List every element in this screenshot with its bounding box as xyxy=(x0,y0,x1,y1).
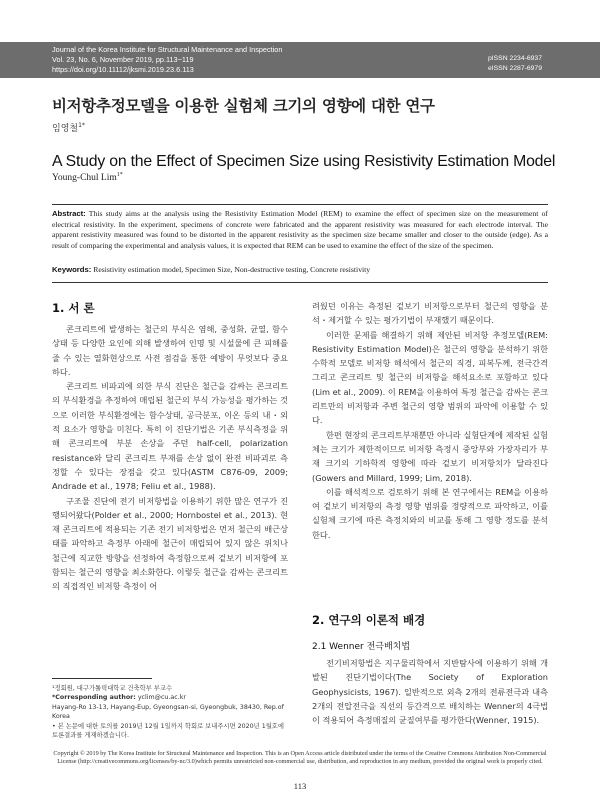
english-author xyxy=(52,173,123,183)
issn-info xyxy=(488,54,542,74)
paragraph: 구조물 진단에 전기 비저항법을 이용하기 위한 많은 연구가 진행되어왔다(Polder et al., 2000; Hornbostel et al., 2013). 현재 콘크리트에 적용되는 기존 전기 비저항법은 먼저 철근의 배근상태를 파악하고 측정부 아래에 철근이 매립되어 있지 않은 위치나 철근에 직교한 방향을 선정하여 측정함으로써 겉보기 비저항에 포함되는 철근의 영향을 최소화한다. 이렇듯 철근을 감싸는 콘크리트의 직접적인 비저항 측정이 어 xyxy=(52,495,288,592)
paragraph: 전기비저항법은 지구물리학에서 지반탐사에 이용하기 위해 개발된 진단기법이다(The Society of Exploration Geophysicists, 1967). 일반적으로 외측 2개의 전류전극과 내측 2개의 전압전극을 직선의 등간격으로 배치하는 Wenner의 4극법이 적용되어 측정매질의 균질여부를 평가한다(Wenner, 1915). xyxy=(312,658,548,726)
korean-author-mark: 1* xyxy=(78,122,85,129)
footnote-corresponding xyxy=(52,693,288,702)
paragraph: 콘크리트 비파괴에 의한 부식 진단은 철근을 감싸는 콘크리트의 부식환경을 추정하여 매립된 철근의 부식 가능성을 평가하는 것으로 이러한 부식환경에는 함수상태, 공극분포, 이온 등의 내・외적 요소가 영향을 미친다. 특히 이 진단기법은 기존 부식측정을 위해 콘크리트에 부분 손상을 주던 half-cell, polarization resistance와 달리 콘크리트 부재를 손상 없이 완전 비파괴로 측정할 수 있다는 장점을 갖고 있다(ASTM C876-09, 2009; Andrade et al., 1978; Feliu et al., 1988). xyxy=(52,381,288,492)
footnote xyxy=(52,684,288,740)
keywords xyxy=(52,265,548,274)
english-title: A Study on the Effect of Specimen Size using Resistivity Estimation Model xyxy=(52,153,556,170)
subsection-2-1-heading: 2.1 Wenner 전극배치법 xyxy=(312,642,411,652)
pissn: pISSN 2234-6937 xyxy=(487,55,542,62)
section-2-heading: 2. 연구의 이론적 배경 xyxy=(312,613,426,627)
english-author-name: Young-Chul Lim xyxy=(52,173,117,183)
footnote-address: Hayang-Ro 13-13, Hayang-Eup, Gyeongsan-si, Gyeongbuk, 38430, Rep.of Korea xyxy=(52,703,284,721)
page-number: 113 xyxy=(293,781,307,791)
left-column xyxy=(52,322,288,594)
journal-name: Journal of the Korea Institute for Structural Maintenance and Inspection xyxy=(52,45,283,54)
footnote-note: • 본 논문에 대한 토의를 2019년 12월 1일까지 학회로 보내주시면 2020년 1월호에 토론결과를 게재하겠습니다. xyxy=(52,722,284,740)
paragraph: 이러한 문제를 해결하기 위해 제안된 비저항 추정모델(REM: Resistivity Estimation Model)은 철근의 영향을 분석하기 위한 수학적 모델로 비저항 해석에서 철근의 직경, 피복두께, 전극간격 그리고 콘크리트 및 철근의 비저항을 해석요소로 포함하고 있다(Lim et al., 2009). 이 REM을 이용하여 특정 철근을 감싸는 콘크리트만의 비저항과 주변 철근의 영향 범위의 파악에 이용할 수 있다. xyxy=(312,329,548,426)
abstract-label: Abstract: xyxy=(52,209,86,218)
abstract-bottom-rule xyxy=(52,282,548,283)
keywords-text: Resistivity estimation model, Specimen Size, Non-destructive testing, Concrete resistivity xyxy=(93,265,371,274)
right-column-bottom xyxy=(312,656,548,727)
journal-info xyxy=(52,45,282,75)
eissn: eISSN 2287-6979 xyxy=(487,65,542,72)
korean-title: 비저항추정모델을 이용한 실험체 크기의 영향에 대한 연구 xyxy=(52,97,435,115)
journal-volume: Vol. 23, No. 6, November 2019, pp.113~119 xyxy=(52,55,194,64)
korean-author xyxy=(52,121,85,134)
paragraph: 콘크리트에 발생하는 철근의 부식은 염해, 중성화, 균열, 함수상태 등 다양한 요인에 의해 발생하여 인명 및 시설물에 큰 피해를 줄 수 있는 열화현상으로 사전 점검을 통한 예방이 무엇보다 중요하다. xyxy=(52,324,288,377)
copyright-notice: Copyright © 2019 by The Korea Institute for Structural Maintenance and Inspection. This is an Open Access article distributed under the terms of the Creative Commons Attribution Non-Commercial License (http://creativecommons.org/licenses/by-nc/3.0)which permits unrestricted non-commercial use, distribution, and reproduction in any medium, provided the original work is properly cited. xyxy=(53,750,547,766)
abstract-top-rule xyxy=(52,204,548,205)
corresponding-label: *Corresponding author: xyxy=(52,694,136,702)
journal-doi[interactable]: https://doi.org/10.11112/jksmi.2019.23.6.113 xyxy=(52,65,194,74)
abstract xyxy=(52,209,548,251)
paragraph: 한편 현장의 콘크리트부재뿐만 아니라 실험단계에 제작된 실험체는 크기가 제한적이므로 비저항 측정시 중앙부와 가장자리가 부재 크기의 기하학적 영향에 따라 겉보기 비저항치가 달라진다(Gowers and Millard, 1999; Lim, 2018). xyxy=(312,429,548,483)
corresponding-email[interactable]: yclim@cu.ac.kr xyxy=(137,694,186,702)
footnote-rule xyxy=(52,678,152,679)
keywords-label: Keywords: xyxy=(52,265,92,274)
korean-author-name: 임영철 xyxy=(52,124,79,134)
footnote-affiliation: ¹정회원, 대구가톨릭대학교 건축학부 부교수 xyxy=(52,685,173,692)
paragraph: 려웠던 이유는 측정된 겉보기 비저항으로부터 철근의 영향을 분석・제거할 수 있는 평가기법이 부재했기 때문이다. xyxy=(312,301,548,326)
abstract-text: This study aims at the analysis using the Resistivity Estimation Model (REM) to examine the effect of specimen size on the measurement of electrical resistivity. In the experiment, specimens of concrete were fabricated and the apparent resistivity was measured for each electrode interval. The apparent resistivity measured was found to be distorted in the apparent resistivity as the specimen size became smaller and closer to the outside (edge). As a result of comparing the experimental and analysis values, it is expected that REM can be used to examine the effect of the size of the specimen. xyxy=(52,209,548,250)
right-column-top xyxy=(312,299,548,542)
section-1-heading: 1. 서 론 xyxy=(52,301,95,315)
english-author-mark: 1* xyxy=(116,171,123,178)
journal-header-bar xyxy=(0,42,600,78)
paragraph: 이를 해석적으로 검토하기 위해 본 연구에서는 REM을 이용하여 겉보기 비저항의 측정 영향 범위를 정량적으로 파악하고, 이를 실험체 크기에 따른 측정치와의 비교를 통해 그 영향 정도를 분석한다. xyxy=(312,486,548,540)
